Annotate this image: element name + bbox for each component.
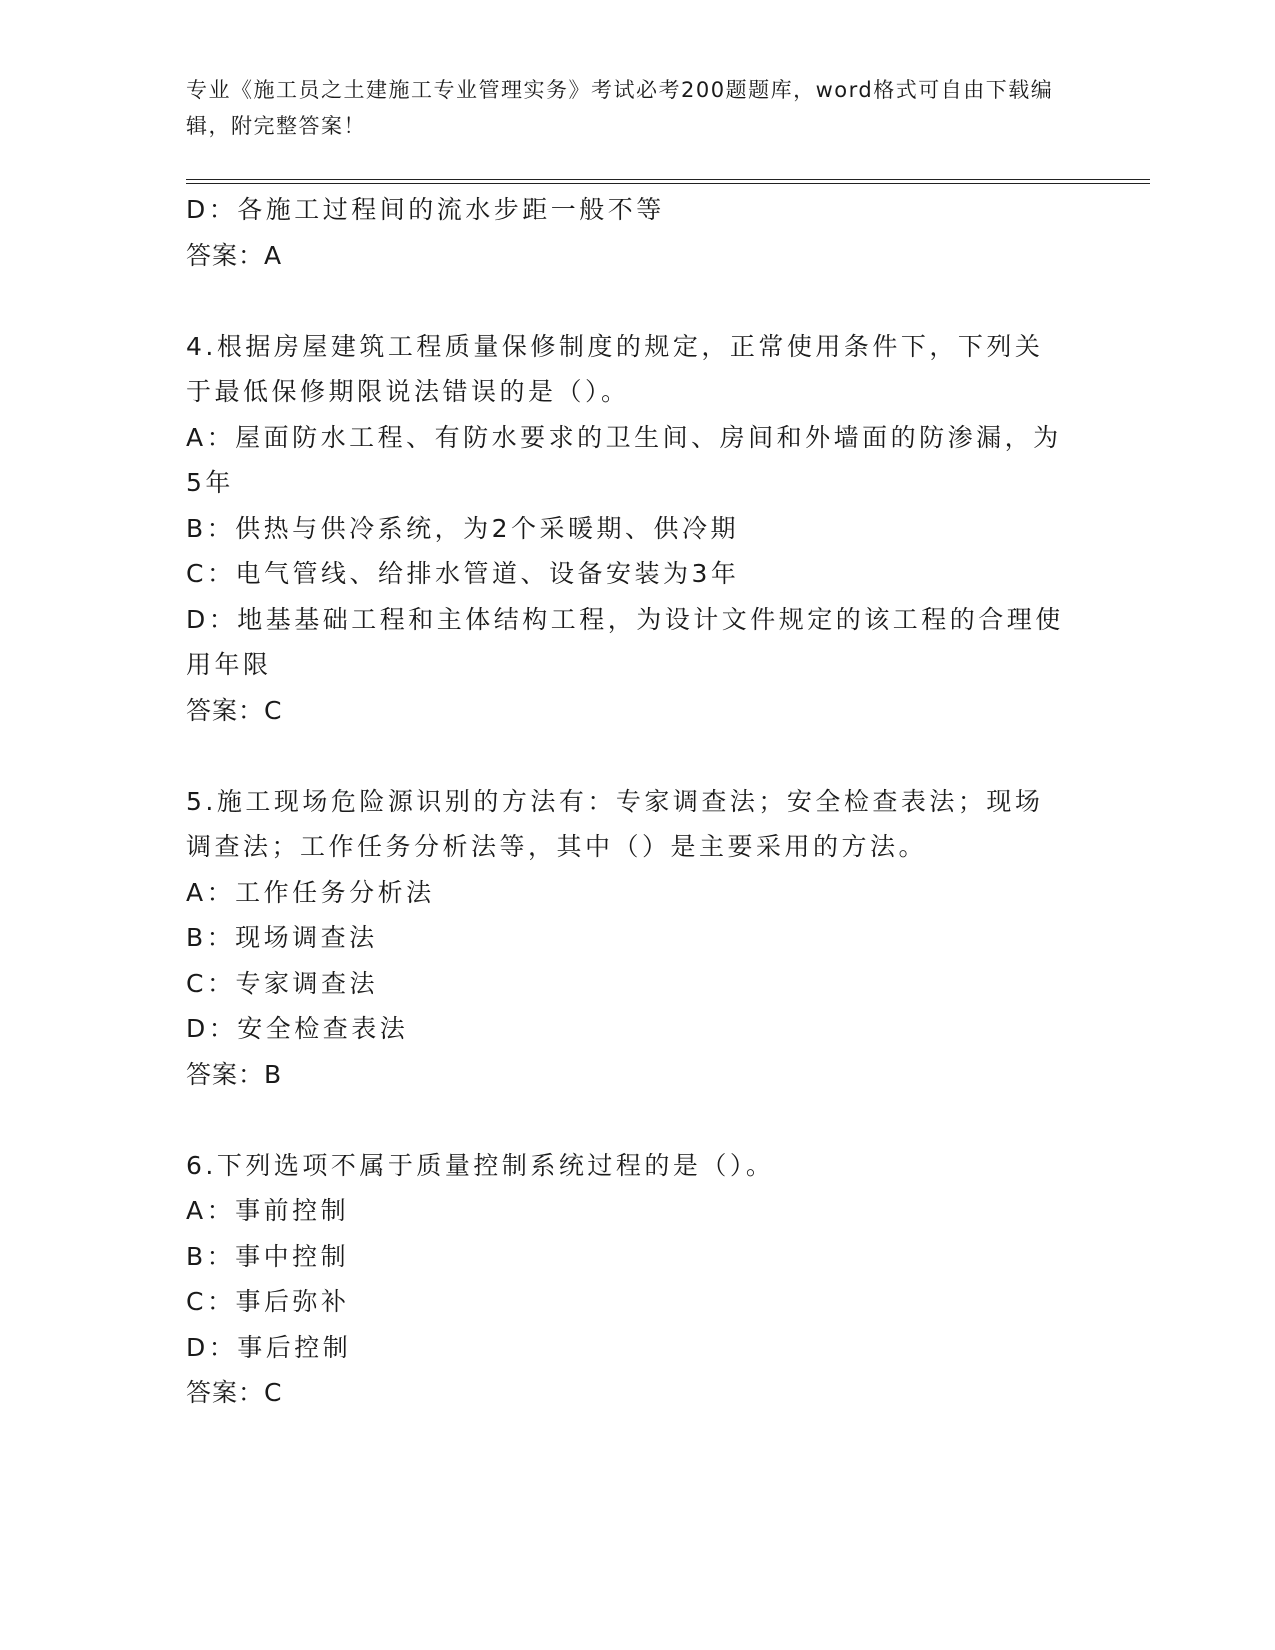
- prev-answer: 答案：A: [186, 240, 283, 270]
- question-5-option-a: A：工作任务分析法: [186, 877, 435, 907]
- question-4-option-b: B：供热与供冷系统，为2个采暖期、供冷期: [186, 513, 740, 543]
- question-6-option-d: D：事后控制: [186, 1332, 352, 1362]
- question-4-option-a-line-2: 5年: [186, 468, 234, 497]
- question-5-option-c: C：专家调查法: [186, 968, 378, 998]
- header-divider-bottom: [186, 183, 1150, 184]
- question-6-option-a: A：事前控制: [186, 1196, 350, 1225]
- question-4-option-d-line-1: D：地基基础工程和主体结构工程，为设计文件规定的该工程的合理使: [186, 604, 1064, 634]
- prev-option-d: D：各施工过程间的流水步距一般不等: [186, 195, 665, 224]
- spacer: [186, 1097, 1066, 1143]
- question-4-stem-line-2: 于最低保修期限说法错误的是（）。: [186, 377, 630, 406]
- question-6-option-c: C：事后弥补: [186, 1287, 350, 1316]
- question-5-stem-line-2: 调查法；工作任务分析法等，其中（）是主要采用的方法。: [186, 832, 928, 861]
- document-header: [186, 72, 1066, 144]
- question-4-option-a-line-1: A：屋面防水工程、有防水要求的卫生间、房间和外墙面的防渗漏，为: [186, 422, 1062, 452]
- question-6-stem: 6.下列选项不属于质量控制系统过程的是（）。: [186, 1150, 775, 1180]
- question-6-option-b: B：事中控制: [186, 1241, 350, 1271]
- question-6-answer: 答案：C: [186, 1378, 283, 1407]
- header-divider-top: [186, 179, 1150, 180]
- question-6: [186, 1143, 1066, 1416]
- spacer: [186, 278, 1066, 324]
- question-4-option-c: C：电气管线、给排水管道、设备安装为3年: [186, 559, 740, 588]
- question-4-answer: 答案：C: [186, 695, 283, 725]
- question-5-option-b: B：现场调查法: [186, 923, 378, 952]
- question-5-option-d: D：安全检查表法: [186, 1014, 409, 1043]
- question-4-option-d-line-2: 用年限: [186, 650, 272, 679]
- question-5: [186, 779, 1066, 1098]
- question-5-stem-line-1: 5.施工现场危险源识别的方法有：专家调查法；安全检查表法；现场: [186, 786, 1044, 816]
- header-title: 专业《施工员之土建施工专业管理实务》考试必考200题题库，word格式可自由下载编辑，附完整答案！: [186, 78, 1054, 138]
- spacer: [186, 733, 1066, 779]
- question-4-stem-line-1: 4.根据房屋建筑工程质量保修制度的规定，正常使用条件下，下列关: [186, 331, 1044, 361]
- question-content: [186, 187, 1066, 1416]
- question-5-answer: 答案：B: [186, 1059, 283, 1089]
- question-4: [186, 324, 1066, 734]
